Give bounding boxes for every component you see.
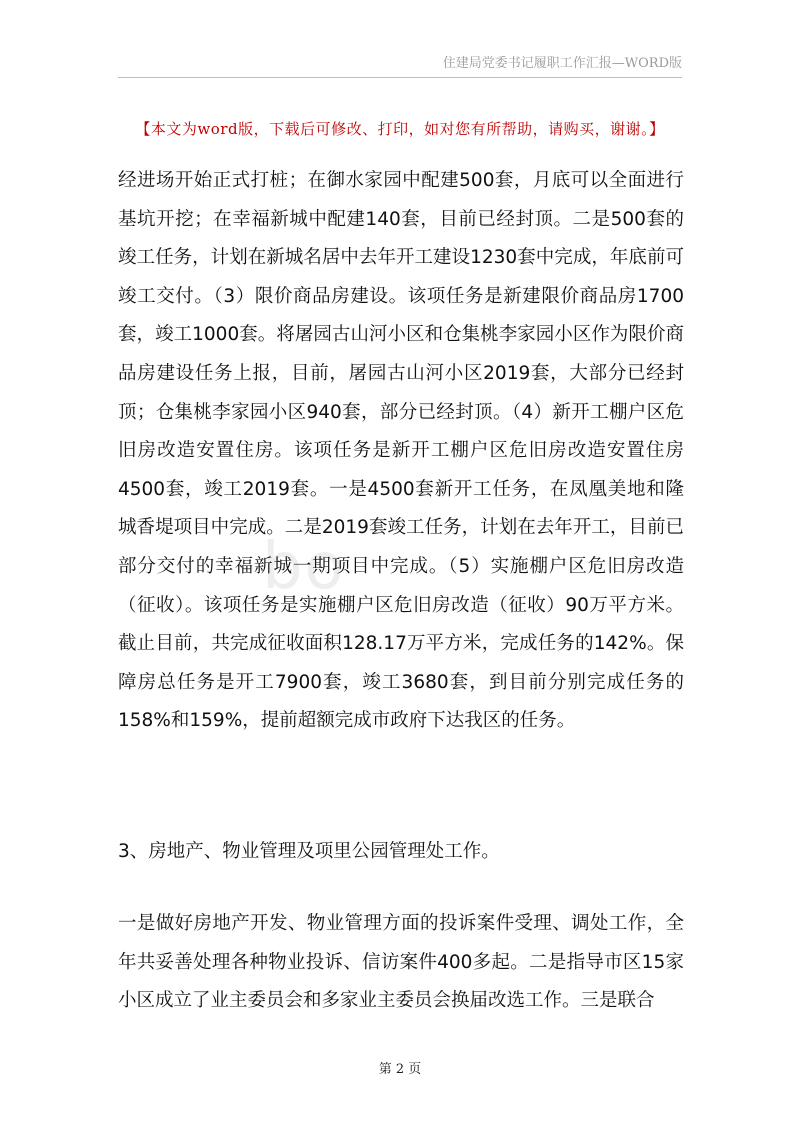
body-paragraph-1: 经进场开始正式打桩；在御水家园中配建500套，月底可以全面进行基坑开挖；在幸福新城中配建140套，目前已经封顶。二是500套的竣工任务，计划在新城名居中去年开工建设1230套中完成，年底前可竣工交付。（3）限价商品房建设。该项任务是新建限价商品房1700套，竣工1000套。将屠园古山河小区和仓集桃李家园小区作为限价商品房建设任务上报，目前，屠园古山河小区2019套，大部分已经封顶；仓集桃李家园小区940套，部分已经封顶。（4）新开工棚户区危旧房改造安置住房。该项任务是新开工棚户区危旧房改造安置住房4500套，竣工2019套。一是4500套新开工任务，在凤凰美地和隆城香堤项目中完成。二是2019套竣工任务，计划在去年开工，目前已部分交付的幸福新城一期项目中完成。（5）实施棚户区危旧房改造（征收）。该项任务是实施棚户区危旧房改造（征收）90万平方米。截止目前，共完成征收面积128.17万平方米，完成任务的142%。保障房总任务是开工7900套，竣工3680套，到目前分别完成任务的158%和159%，提前超额完成市政府下达我区的任务。 <box>118 170 684 732</box>
body-paragraph-2: 一是做好房地产开发、物业管理方面的投诉案件受理、调处工作，全年共妥善处理各种物业投诉、信访案件400多起。二是指导市区15家小区成立了业主委员会和多家业主委员会换届改选工作。三是联合 <box>118 913 684 1012</box>
watermark: bo <box>262 530 346 604</box>
document-header: 住建局党委书记履职工作汇报—WORD版 <box>118 52 682 78</box>
page-number: 第 2 页 <box>378 1062 422 1077</box>
purchase-notice: 【本文为word版，下载后可修改、打印，如对您有所帮助，请购买，谢谢。】 <box>135 120 665 138</box>
section-heading: 3、房地产、物业管理及项里公园管理处工作。 <box>118 841 500 862</box>
